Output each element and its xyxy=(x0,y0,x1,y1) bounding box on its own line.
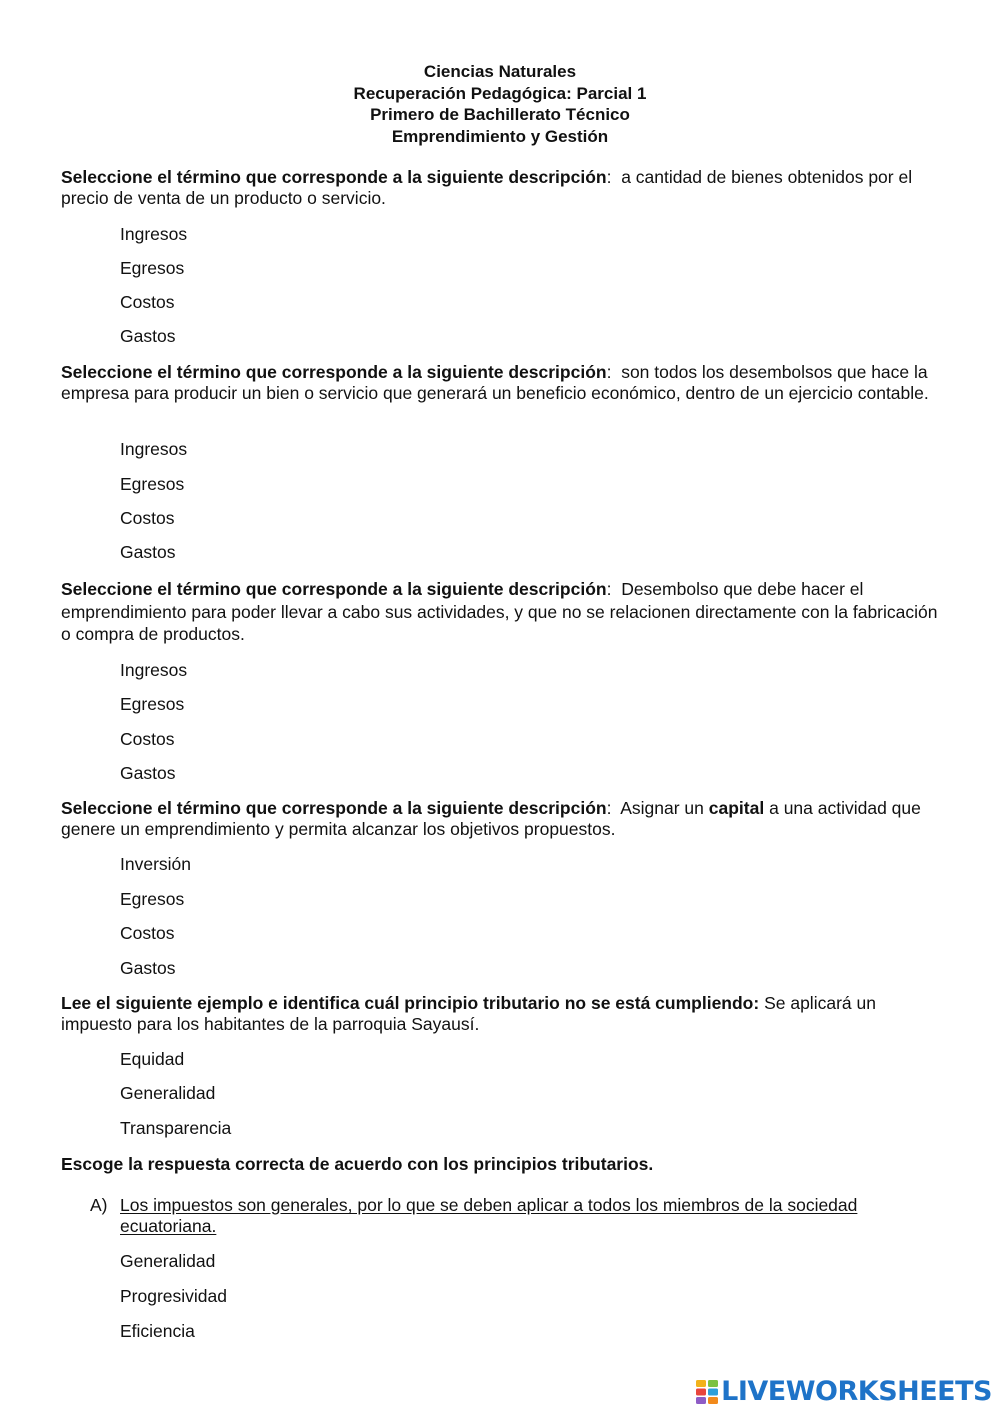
question-description: Desembolso que debe hacer el emprendimiento para poder llevar a cabo sus actividades, y que no se relacionen directamente con la fabricación o compra de productos. xyxy=(61,579,938,644)
option-item[interactable]: Ingresos xyxy=(120,224,188,244)
option-item[interactable]: Costos xyxy=(120,923,175,943)
option-item[interactable]: Gastos xyxy=(120,542,176,562)
question-3: Seleccione el término que corresponde a la siguiente descripción: Desembolso que debe hacer el emprendimiento para poder llevar a cabo sus actividades, y que no se relacionen directamente con la fabricación o compra de productos. xyxy=(61,579,938,644)
question-4: Seleccione el término que corresponde a la siguiente descripción: Asignar un capital a una actividad que genere un emprendimiento y permita alcanzar los objetivos propuestos. xyxy=(61,798,921,839)
option-item[interactable]: Gastos xyxy=(120,326,176,346)
liveworksheets-logo[interactable] xyxy=(696,1376,992,1407)
option-item[interactable]: Equidad xyxy=(120,1049,185,1069)
question-description-bold: capital xyxy=(708,798,765,818)
question-1: Seleccione el término que corresponde a la siguiente descripción: a cantidad de bienes obtenidos por el precio de venta de un producto o servicio. xyxy=(61,167,913,208)
liveworksheets-logo-icon xyxy=(696,1380,718,1404)
subject-title: Ciencias Naturales xyxy=(423,62,577,81)
option-item[interactable]: Egresos xyxy=(120,694,185,714)
question-prompt: Seleccione el término que corresponde a la siguiente descripción xyxy=(61,798,607,818)
question-description: a cantidad de bienes obtenidos por el precio de venta de un producto o servicio. xyxy=(61,167,913,208)
option-item[interactable]: Egresos xyxy=(120,258,185,278)
option-item[interactable]: Inversión xyxy=(120,854,192,874)
question-description-after: a una actividad que genere un emprendimiento y permita alcanzar los objetivos propuestos. xyxy=(61,798,921,839)
option-item[interactable]: Egresos xyxy=(120,889,185,909)
grade-title: Primero de Bachillerato Técnico xyxy=(370,105,630,124)
question-description: son todos los desembolsos que hace la empresa para producir un bien o servicio que generará un beneficio económico, dentro de un ejercicio contable. xyxy=(61,362,929,403)
sub-question-a xyxy=(90,1195,940,1237)
sub-question-statement: Los impuestos son generales, por lo que se deben aplicar a todos los miembros de la sociedad ecuatoriana. xyxy=(120,1195,858,1236)
option-item[interactable]: Egresos xyxy=(120,474,185,494)
question-prompt: Seleccione el término que corresponde a la siguiente descripción xyxy=(61,579,607,599)
option-item[interactable]: Generalidad xyxy=(120,1251,216,1271)
option-item[interactable]: Costos xyxy=(120,729,175,749)
question-description-before: Asignar un xyxy=(620,798,704,818)
question-prompt: Seleccione el término que corresponde a la siguiente descripción xyxy=(61,167,607,187)
course-title: Emprendimiento y Gestión xyxy=(391,126,609,146)
option-item[interactable]: Generalidad xyxy=(120,1083,216,1103)
logo-text: LIVEWORKSHEETS xyxy=(721,1376,992,1407)
question-6 xyxy=(61,1154,941,1175)
question-description: Se aplicará un impuesto para los habitantes de la parroquia Sayausí. xyxy=(61,993,876,1034)
question-2: Seleccione el término que corresponde a la siguiente descripción: son todos los desembolsos que hace la empresa para producir un bien o servicio que generará un beneficio económico, dentro de un ejercicio contable. xyxy=(61,362,929,403)
option-item[interactable]: Costos xyxy=(120,292,175,312)
question-prompt: Seleccione el término que corresponde a la siguiente descripción xyxy=(61,362,607,382)
option-item[interactable]: Progresividad xyxy=(120,1286,227,1306)
option-item[interactable]: Eficiencia xyxy=(120,1321,195,1341)
option-item[interactable]: Costos xyxy=(120,508,175,528)
option-item[interactable]: Transparencia xyxy=(120,1118,232,1138)
option-item[interactable]: Ingresos xyxy=(120,439,188,459)
document-header xyxy=(0,61,1000,147)
option-item[interactable]: Gastos xyxy=(120,763,176,783)
question-5 xyxy=(61,993,941,1035)
exam-title: Recuperación Pedagógica: Parcial 1 xyxy=(353,83,647,103)
option-item[interactable]: Ingresos xyxy=(120,660,188,680)
question-prompt: Lee el siguiente ejemplo e identifica cuál principio tributario no se está cumpliendo: xyxy=(61,993,760,1013)
option-item[interactable]: Gastos xyxy=(120,958,176,978)
sub-question-letter: A) xyxy=(90,1195,108,1215)
question-prompt: Escoge la respuesta correcta de acuerdo con los principios tributarios. xyxy=(61,1154,654,1174)
